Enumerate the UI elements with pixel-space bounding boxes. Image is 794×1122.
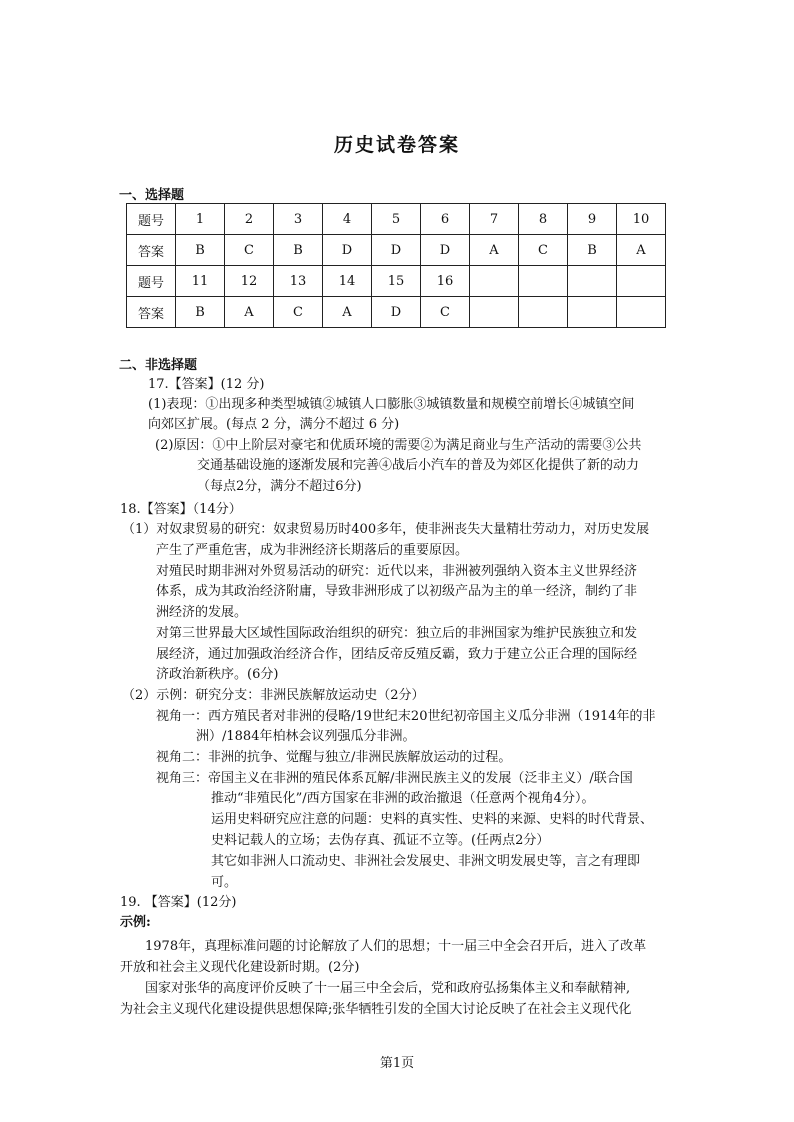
table-cell bbox=[519, 266, 568, 297]
table-row-header: 答案 bbox=[127, 235, 176, 266]
table-cell: D bbox=[421, 235, 470, 266]
table-cell: 6 bbox=[421, 204, 470, 235]
text-line: 为社会主义现代化建设提供思想保障;张华牺牲引发的全国大讨论反映了在社会主义现代化 bbox=[120, 1002, 632, 1017]
text-line: 视角三：帝国主义在非洲的殖民体系瓦解/非洲民族主义的发展（泛非主义）/联合国 bbox=[156, 771, 633, 786]
text-line: （每点2分，满分不超过6分) bbox=[197, 479, 362, 494]
text-line: 18.【答案】（14分） bbox=[120, 502, 242, 517]
table-cell: 2 bbox=[225, 204, 274, 235]
table-cell bbox=[617, 266, 666, 297]
text-line: 示例: bbox=[120, 915, 151, 930]
table-row-header: 题号 bbox=[127, 266, 176, 297]
table-cell bbox=[617, 297, 666, 328]
answer-table bbox=[126, 203, 666, 328]
table-cell: A bbox=[617, 235, 666, 266]
text-line: 其它如非洲人口流动史、非洲社会发展史、非洲文明发展史等，言之有理即 bbox=[211, 854, 641, 869]
text-line: 洲经济的发展。 bbox=[156, 605, 248, 620]
text-line: 19. 【答案】(12分) bbox=[120, 895, 237, 910]
text-line: 国家对张华的高度评价反映了十一届三中全会后，党和政府弘扬集体主义和奉献精神, bbox=[145, 981, 631, 996]
table-cell: A bbox=[323, 297, 372, 328]
table-cell: 15 bbox=[372, 266, 421, 297]
table-cell: B bbox=[176, 297, 225, 328]
table-row bbox=[127, 235, 666, 266]
section-heading-choice: 一、选择题 bbox=[119, 188, 185, 203]
table-cell bbox=[519, 297, 568, 328]
table-cell: 9 bbox=[568, 204, 617, 235]
table-cell bbox=[568, 266, 617, 297]
table-cell: D bbox=[323, 235, 372, 266]
table-cell: 13 bbox=[274, 266, 323, 297]
table-cell: B bbox=[274, 235, 323, 266]
text-line: 史料记载人的立场；去伪存真、孤证不立等。(任两点2分） bbox=[211, 833, 550, 848]
table-cell: C bbox=[421, 297, 470, 328]
table-cell: C bbox=[225, 235, 274, 266]
table-cell: 14 bbox=[323, 266, 372, 297]
table-cell: B bbox=[176, 235, 225, 266]
table-cell: C bbox=[274, 297, 323, 328]
table-cell: 11 bbox=[176, 266, 225, 297]
table-row-header: 题号 bbox=[127, 204, 176, 235]
section-heading-nonchoice: 二、非选择题 bbox=[119, 358, 198, 373]
text-line: （2）示例：研究分支：非洲民族解放运动史（2分） bbox=[122, 688, 425, 703]
text-line: 1978年，真理标准问题的讨论解放了人们的思想；十一届三中全会召开后，进入了改革 bbox=[145, 939, 647, 954]
text-line: 产生了严重危害，成为非洲经济长期落后的重要原因。 bbox=[156, 543, 469, 558]
text-line: 济政治新秩序。(6分) bbox=[156, 667, 279, 682]
table-cell: A bbox=[470, 235, 519, 266]
text-line: 交通基础设施的逐渐发展和完善④战后小汽车的普及为郊区化提供了新的动力 bbox=[197, 458, 640, 473]
text-line: 展经济，通过加强政治经济合作，团结反帝反殖反霸，致力于建立公正合理的国际经 bbox=[156, 647, 638, 662]
table-cell: 16 bbox=[421, 266, 470, 297]
table-cell: A bbox=[225, 297, 274, 328]
table-cell: D bbox=[372, 235, 421, 266]
text-line: (1)表现：①出现多种类型城镇②城镇人口膨胀③城镇数量和规模空前增长④城镇空间 bbox=[148, 397, 635, 412]
table-row bbox=[127, 204, 666, 235]
table-cell: 8 bbox=[519, 204, 568, 235]
page-title: 历史试卷答案 bbox=[333, 134, 460, 156]
table-cell: B bbox=[568, 235, 617, 266]
text-line: (2)原因：①中上阶层对豪宅和优质环境的需要②为满足商业与生产活动的需要③公共 bbox=[155, 438, 642, 453]
text-line: （1）对奴隶贸易的研究：奴隶贸易历时400多年，使非洲丧失大量精壮劳动力，对历史发展 bbox=[122, 522, 650, 537]
table-cell: 7 bbox=[470, 204, 519, 235]
table-cell: 1 bbox=[176, 204, 225, 235]
table-cell bbox=[470, 297, 519, 328]
table-cell: 10 bbox=[617, 204, 666, 235]
text-line: 视角一：西方殖民者对非洲的侵略/19世纪末20世纪初帝国主义瓜分非洲（1914年的非 bbox=[156, 709, 656, 724]
table-cell: 3 bbox=[274, 204, 323, 235]
table-row-header: 答案 bbox=[127, 297, 176, 328]
text-line: 运用史料研究应注意的问题：史料的真实性、史料的来源、史料的时代背景、 bbox=[211, 812, 654, 827]
text-line: 对殖民时期非洲对外贸易活动的研究：近代以来，非洲被列强纳入资本主义世界经济 bbox=[156, 564, 638, 579]
table-cell: C bbox=[519, 235, 568, 266]
text-line: 17.【答案】(12 分) bbox=[148, 377, 265, 392]
text-line: 开放和社会主义现代化建设新时期。(2分) bbox=[120, 960, 360, 975]
table-row bbox=[127, 266, 666, 297]
table-cell bbox=[470, 266, 519, 297]
text-line: 向郊区扩展。(每点 2 分，满分不超过 6 分) bbox=[148, 417, 400, 432]
text-line: 视角二：非洲的抗争、觉醒与独立/非洲民族解放运动的过程。 bbox=[156, 750, 512, 765]
table-cell bbox=[568, 297, 617, 328]
text-line: 推动“非殖民化”/西方国家在非洲的政治撤退（任意两个视角4分）。 bbox=[211, 791, 595, 806]
text-line: 可。 bbox=[211, 875, 238, 890]
text-line: 对第三世界最大区域性国际政治组织的研究：独立后的非洲国家为维护民族独立和发 bbox=[156, 626, 638, 641]
table-cell: 5 bbox=[372, 204, 421, 235]
text-line: 体系，成为其政治经济附庸，导致非洲形成了以初级产品为主的单一经济，制约了非 bbox=[156, 584, 638, 599]
page-number: 第1页 bbox=[379, 1056, 415, 1071]
text-line: 洲）/1884年柏林会议列强瓜分非洲。 bbox=[196, 729, 416, 744]
table-cell: D bbox=[372, 297, 421, 328]
table-cell: 12 bbox=[225, 266, 274, 297]
table-row bbox=[127, 297, 666, 328]
table-cell: 4 bbox=[323, 204, 372, 235]
